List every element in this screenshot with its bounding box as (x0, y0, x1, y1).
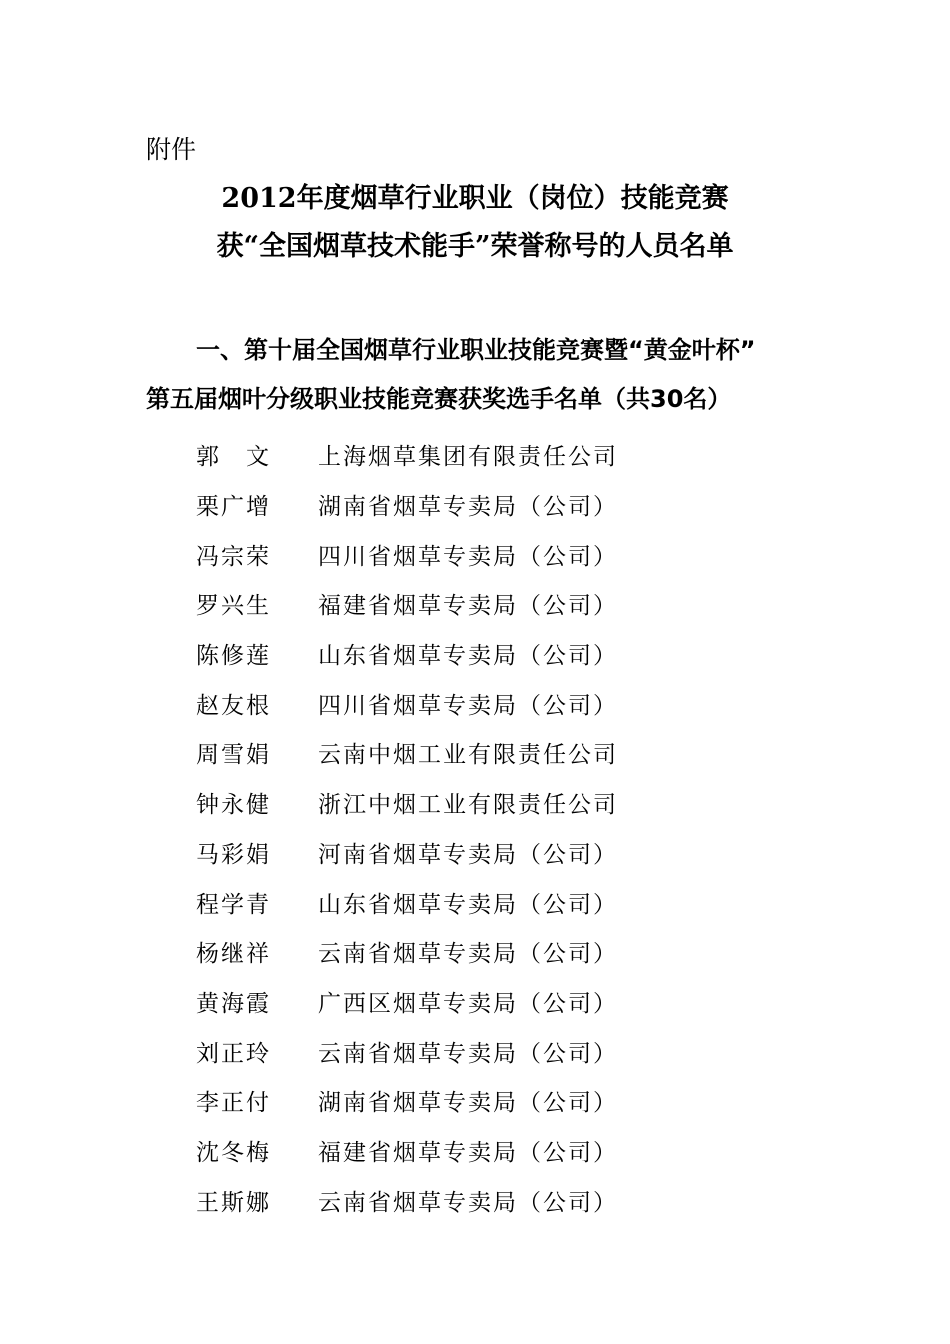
winner-row (196, 877, 796, 927)
winner-row (196, 1026, 796, 1076)
winner-organization: 云南省烟草专卖局（公司） (318, 1040, 618, 1067)
winner-row (196, 678, 796, 728)
winner-row (196, 629, 796, 679)
winner-organization: 云南省烟草专卖局（公司） (318, 1189, 618, 1216)
winner-row (196, 828, 796, 878)
winner-organization: 云南中烟工业有限责任公司 (318, 742, 618, 769)
winner-row (196, 430, 796, 480)
attachment-label: 附件 (146, 135, 197, 164)
winner-organization: 山东省烟草专卖局（公司） (318, 643, 618, 670)
winner-name: 王斯娜 (196, 1189, 271, 1216)
winner-name: 郭 文 (196, 444, 271, 471)
winner-name: 罗兴生 (196, 593, 271, 620)
winner-organization: 福建省烟草专卖局（公司） (318, 1139, 618, 1166)
section-heading-line-1: 一、第十届全国烟草行业职业技能竞赛暨“黄金叶杯” (196, 336, 756, 364)
winner-organization: 云南省烟草专卖局（公司） (318, 941, 618, 968)
winner-organization: 湖南省烟草专卖局（公司） (318, 494, 618, 521)
winner-name: 冯宗荣 (196, 543, 271, 570)
winner-row (196, 1126, 796, 1176)
winner-name: 马彩娟 (196, 841, 271, 868)
winner-row (196, 529, 796, 579)
winner-organization: 河南省烟草专卖局（公司） (318, 841, 618, 868)
winner-name: 栗广增 (196, 494, 271, 521)
winner-name: 程学青 (196, 891, 271, 918)
winner-list (196, 430, 796, 1225)
winner-row (196, 728, 796, 778)
winner-row (196, 480, 796, 530)
document-title-line-1: 2012年度烟草行业职业（岗位）技能竞赛 (221, 183, 729, 214)
winner-row (196, 778, 796, 828)
winner-name: 李正付 (196, 1090, 271, 1117)
winner-row (196, 1175, 796, 1225)
winner-organization: 山东省烟草专卖局（公司） (318, 891, 618, 918)
winner-organization: 福建省烟草专卖局（公司） (318, 593, 618, 620)
document-title-line-2: 获“全国烟草技术能手”荣誉称号的人员名单 (216, 231, 734, 262)
winner-name: 周雪娟 (196, 742, 271, 769)
winner-organization: 上海烟草集团有限责任公司 (318, 444, 618, 471)
winner-name: 陈修莲 (196, 643, 271, 670)
winner-name: 沈冬梅 (196, 1139, 271, 1166)
winner-name: 赵友根 (196, 692, 271, 719)
winner-organization: 四川省烟草专卖局（公司） (318, 692, 618, 719)
winner-row (196, 1076, 796, 1126)
winner-name: 杨继祥 (196, 941, 271, 968)
winner-organization: 湖南省烟草专卖局（公司） (318, 1090, 618, 1117)
winner-name: 黄海霞 (196, 990, 271, 1017)
section-heading-line-2: 第五届烟叶分级职业技能竞赛获奖选手名单（共30名） (146, 385, 732, 413)
winner-row (196, 579, 796, 629)
winner-name: 钟永健 (196, 792, 271, 819)
winner-row (196, 927, 796, 977)
winner-row (196, 977, 796, 1027)
winner-organization: 四川省烟草专卖局（公司） (318, 543, 618, 570)
winner-organization: 广西区烟草专卖局（公司） (318, 990, 618, 1017)
winner-name: 刘正玲 (196, 1040, 271, 1067)
winner-organization: 浙江中烟工业有限责任公司 (318, 792, 618, 819)
